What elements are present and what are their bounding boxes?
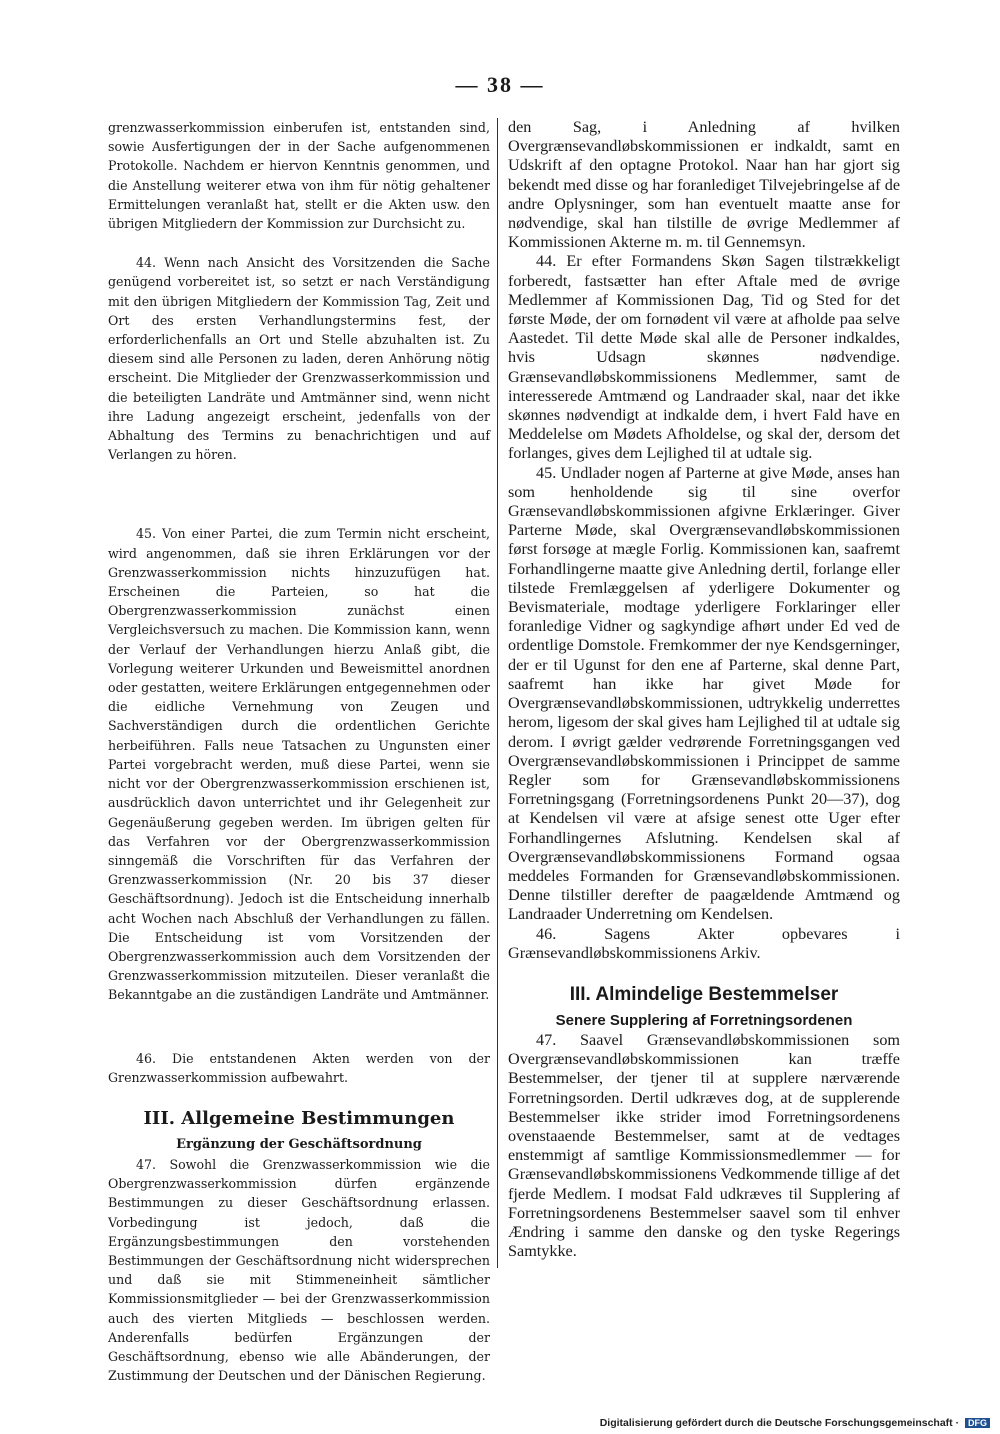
german-paragraph-continuation: grenzwasserkommission einberufen ist, entstanden sind, sowie Ausfertigungen der in der Sache aufgenommenen Protokolle. Nachdem er hiervon Kenntnis genommen, und die Anstellung weiterer etwa von ihm für nötig gehaltener Ermittelungen veranlaßt hat, stellt er die Akten usw. den übrigen Mitgliedern der Kommission zur Durchsicht zu.	[108, 120, 490, 232]
danish-paragraph-46: 46. Sagens Akter opbevares i Grænsevandløbskommissionens Arkiv.	[508, 924, 900, 962]
danish-section-heading: III. Almindelige Bestemmelser	[569, 983, 839, 1005]
dfg-logo: DFG	[965, 1418, 990, 1428]
german-paragraph-47: 47. Sowohl die Grenzwasserkommission wie die Obergrenzwasserkommission dürfen ergänzende Bestimmungen zu dieser Geschäftsordnung erlassen. Vorbedingung ist jedoch, daß die Ergänzungsbestimmungen den vorstehenden Bestimmungen der Geschäftsordnung nicht widersprechen und daß sie mit Stimmeneinheit sämtlicher Kommissionsmitglieder — bei der Grenzwasserkommission auch des vierten Mitglieds — beschlossen werden. Anderenfalls bedürfen Ergänzungen der Geschäftsordnung, ebenso wie alle Abänderungen, der Zustimmung der Deutschen und der Dänischen Regierung.	[108, 1156, 490, 1384]
page-number: — 38 —	[455, 72, 545, 97]
danish-paragraph-continuation: den Sag, i Anledning af hvilken Overgrænsevandløbskommissionen er indkaldt, samt en Udskrift af den optagne Protokol. Naar han har gjort sig bekendt med disse og har foranlediget Tilvejebringelse af de andre Oplysninger, som han eventuelt maatte anse for nødvendige, skal han tilstille de øvrige Medlemmer af Kommissionen Akterne m. m. til Gennemsyn.	[508, 118, 900, 252]
german-paragraph-45: 45. Von einer Partei, die zum Termin nicht erscheint, wird angenommen, daß sie ihren Erklärungen vor der Grenzwasserkommission nichts hinzuzufügen hat. Erscheinen die Parteien, so hat die Obergrenzwasserkommission zunächst einen Vergleichsversuch zu machen. Die Kommission kann, wenn der Verlauf der Verhandlungen hierzu Anlaß gibt, die Vorlegung weiterer Urkunden und Beweismittel anordnen oder gestatten, weitere Erklärungen entgegennehmen oder die eidliche Vernehmung von Zeugen und Sachverständigen durch die ordentlichen Gerichte herbeiführen. Falls neue Tatsachen zu Ungunsten einer Partei vorgebracht werden, muß diese Partei, wenn sie nicht vor der Obergrenzwasserkommission erschienen ist, ausdrücklich davon unterrichtet und ihr Gelegenheit zur Gegenäußerung gegeben werden. Im übrigen gelten für das Verfahren vor der Obergrenzwasserkommission sinngemäß die Vorschriften für das Verfahren der Grenzwasserkommission (Nr. 20 bis 37 dieser Geschäftsordnung). Jedoch ist die Entscheidung innerhalb acht Wochen nach Abschluß der Verhandlungen zu fällen. Die Entscheidung ist vom Vorsitzenden der Obergrenzwasserkommission auch dem Vorsitzenden der Grenzwasserkommission mitzuteilen. Dieser veranlaßt die Bekanntgabe an die zuständigen Landräte und Amtmänner.	[108, 526, 490, 1003]
danish-paragraph-45: 45. Undlader nogen af Parterne at give Møde, anses han som henholdende sig til sine overfor Grænsevandløbskommissionen afgivne Erklæringer. Giver Parterne Møde, skal Overgrænsevandløbskommissionen først forsøge at mægle Forlig. Kommissionen kan, saafremt Forhandlingerne maatte give Anledning dertil, forlange eller tilstede Fremlæggelsen af yderligere Dokumenter og Bevismateriale, modtage yderligere Forklaringer eller foranledige Vidner og sagkyndige afhørt under Ed ved de ordentlige Domstole. Fremkommer der nye Kendsgerninger, der er til Ugunst for den ene af Parterne, skal denne Part, saafremt han ikke har givet Møde for Overgrænsevandløbskommissionen, udtrykkelig underrettes herom, ligesom der skal gives ham Lejlighed til at udtale sig derom. I øvrigt gælder vedrørende Forretningsgangen ved Overgrænsevandløbskommissionen i Princippet de samme Regler som for Grænsevandløbskommissionens Forretningsgang (Forretningsordenens Punkt 20—37), dog at Kendelsen vil være at afsige senest otte Uger efter Forhandlingernes Afslutning. Kendelsen skal af Overgrænsevandløbskommissionens Formand ogsaa meddeles Formanden for Grænsevandløbskommissionen. Denne tilstiller derefter de paagældende Amtmænd og Landraader Underretning om Kendelsen.	[508, 463, 900, 924]
footer-text: Digitalisierung gefördert durch die Deutsche Forschungsgemeinschaft ·	[599, 1417, 960, 1429]
german-column	[108, 118, 490, 1385]
digitization-footer	[600, 1417, 990, 1429]
danish-section-subheading: Senere Supplering af Forretningsordenen	[555, 1011, 853, 1029]
german-section-heading: III. Allgemeine Bestimmungen	[143, 1107, 455, 1129]
column-divider	[497, 118, 498, 1268]
german-paragraph-46: 46. Die entstandenen Akten werden von der Grenzwasserkommission aufbewahrt.	[108, 1050, 490, 1085]
danish-paragraph-44: 44. Er efter Formandens Skøn Sagen tilstrækkeligt forberedt, fastsætter han efter Aftale med de øvrige Medlemmer af Kommissionen Dag, Tid og Sted for det første Møde, der om fornødent vil være at afholde paa selve Aastedet. Til dette Møde skal alle de Personer indkaldes, hvis Udsagn skønnes nødvendige. Grænsevandløbskommissionens Medlemmer, samt de interesserede Amtmænd og Landraader skal, naar det ikke skønnes nødvendigt at indkalde dem, i hvert Fald have en Meddelelse om Mødets Afholdelse, og skal der, dersom det forlanges, gives dem Lejlighed til at udtale sig.	[508, 252, 900, 463]
german-section-subheading: Ergänzung der Geschäftsordnung	[176, 1136, 422, 1152]
danish-column	[508, 118, 900, 1261]
german-paragraph-44: 44. Wenn nach Ansicht des Vorsitzenden die Sache genügend vorbereitet ist, so setzt er nach Verständigung mit den übrigen Mitgliedern der Kommission Tag, Zeit und Ort des ersten Verhandlungstermins fest, der erforderlichenfalls an Ort und Stelle abzuhalten ist. Zu diesem sind alle Personen zu laden, deren Anhörung nötig erscheint. Die Mitglieder der Grenzwasserkommission und die beteiligten Landräte und Amtmänner sind, wenn nicht ihre Ladung angezeigt erscheint, jedenfalls von der Abhaltung des Termins zu benachrichtigen und auf Verlangen zu hören.	[108, 255, 490, 463]
danish-paragraph-47: 47. Saavel Grænsevandløbskommissionen som Overgrænsevandløbskommissionen kan træffe Bestemmelser, der tjener til at supplere nærværende Forretningsorden. Dertil udkræves dog, at de supplerende Bestemmelser ikke strider imod Forretningsordenens ovenstaaende Bestemmelser, samt at de vedtages enstemmigt af samtlige Kommissionsmedlemmer — for Grænsevandløbskommissionens Vedkommende tillige af det fjerde Medlem. I modsat Fald udkræves til Supplering af Forretningsordenens Bestemmelser saavel som til enhver Ændring i samme den danske og den tyske Regerings Samtykke.	[508, 1030, 900, 1261]
